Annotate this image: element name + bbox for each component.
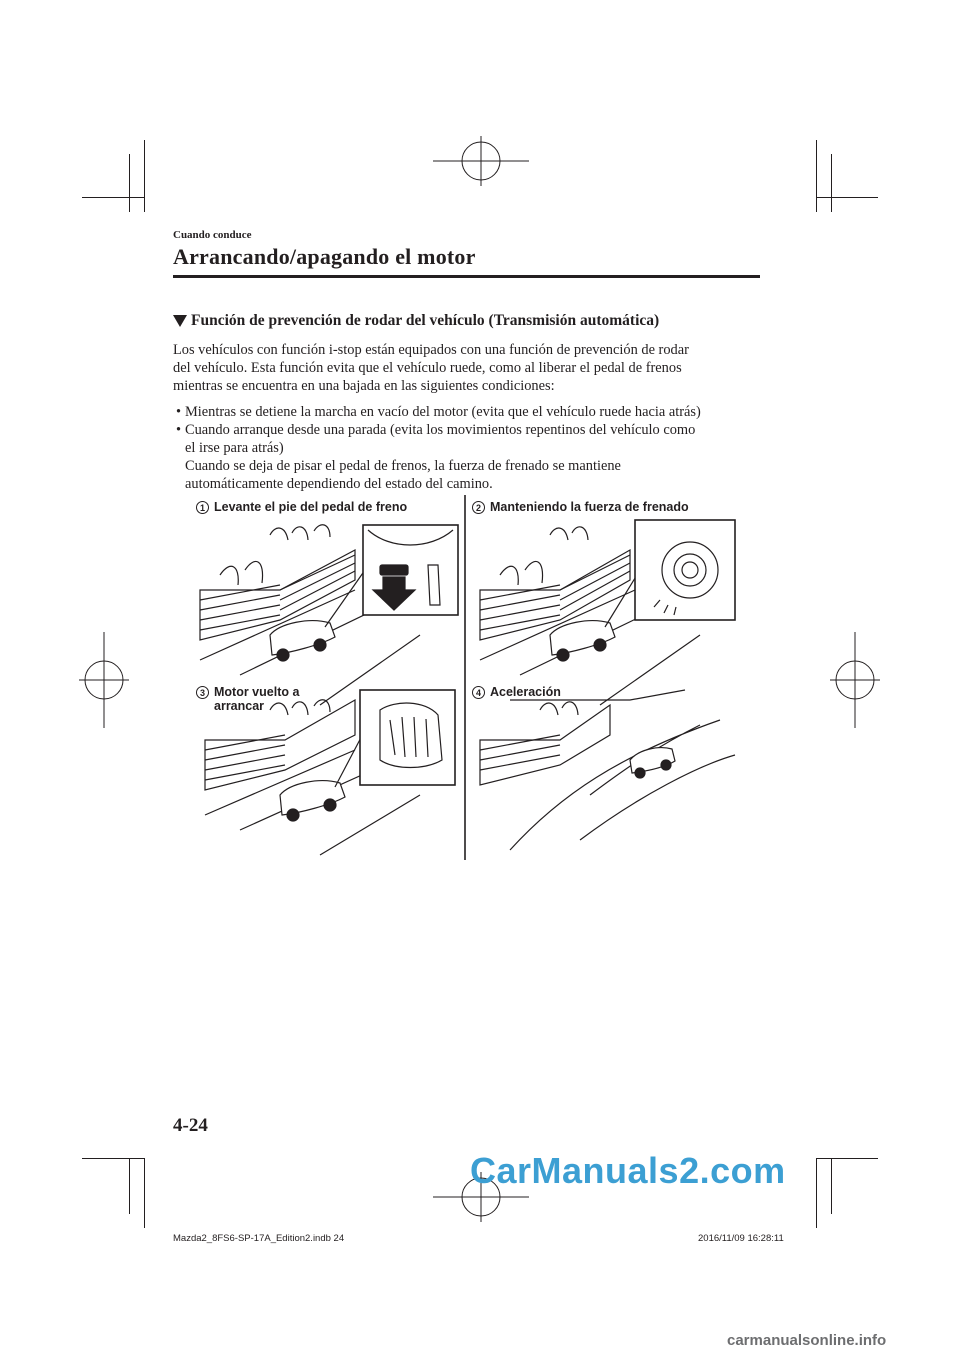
intro-line: Los vehículos con función i-stop están equipados con una función de prevención de rodar bbox=[173, 342, 689, 358]
watermark-primary[interactable]: CarManuals2.com bbox=[470, 1150, 786, 1191]
panel-caption: Aceleración bbox=[490, 685, 561, 699]
bullet-line: Mientras se detiene la marcha en vacío del motor (evita que el vehículo ruede hacia atrás) bbox=[185, 404, 701, 420]
triangle-marker-icon bbox=[173, 315, 187, 327]
bullet-line: el irse para atrás) bbox=[185, 440, 284, 456]
bullet-dot: • bbox=[176, 422, 182, 438]
page-title: Arrancando/apagando el motor bbox=[173, 244, 476, 269]
subsection-heading bbox=[173, 312, 659, 330]
page-number: 4-24 bbox=[173, 1115, 208, 1136]
title-rule bbox=[173, 275, 760, 278]
registration-mark-left bbox=[79, 632, 129, 728]
panel-2-illustration bbox=[480, 520, 735, 705]
subsection-heading-text: Función de prevención de rodar del vehículo (Transmisión automática) bbox=[191, 312, 660, 329]
intro-line: del vehículo. Esta función evita que el vehículo ruede, como al liberar el pedal de frenos bbox=[173, 360, 682, 376]
footer-file: Mazda2_8FS6-SP-17A_Edition2.indb 24 bbox=[173, 1233, 345, 1244]
footer-timestamp: 2016/11/09 16:28:11 bbox=[698, 1233, 784, 1244]
panel-4-illustration bbox=[480, 690, 735, 850]
panel-1-illustration bbox=[200, 525, 458, 705]
panel-caption: arrancar bbox=[214, 699, 265, 713]
bullet-line: Cuando se deja de pisar el pedal de frenos, la fuerza de frenado se mantiene bbox=[185, 458, 621, 474]
panel-3-illustration bbox=[205, 690, 455, 855]
bullet-dot: • bbox=[176, 404, 182, 420]
registration-mark-top bbox=[433, 136, 529, 186]
registration-mark-right bbox=[830, 632, 880, 728]
panel-number: 3 bbox=[196, 686, 209, 699]
figure-illustration bbox=[180, 495, 740, 865]
panel-caption: Motor vuelto a bbox=[214, 685, 300, 699]
bullet-item bbox=[176, 403, 771, 421]
section-kicker: Cuando conduce bbox=[173, 229, 252, 241]
panel-number: 4 bbox=[472, 686, 485, 699]
intro-line: mientras se encuentra en una bajada en las siguientes condiciones: bbox=[173, 378, 555, 394]
panel-caption: Manteniendo la fuerza de frenado bbox=[490, 500, 689, 514]
panel-number: 2 bbox=[472, 501, 485, 514]
panel-caption: Levante el pie del pedal de freno bbox=[214, 500, 408, 514]
panel-number: 1 bbox=[196, 501, 209, 514]
bullet-line: Cuando arranque desde una parada (evita los movimientos repentinos del vehículo como bbox=[185, 422, 696, 438]
watermark-secondary[interactable]: carmanualsonline.info bbox=[727, 1332, 887, 1349]
bullet-line: automáticamente dependiendo del estado del camino. bbox=[185, 476, 493, 492]
bullet-item bbox=[176, 421, 771, 493]
